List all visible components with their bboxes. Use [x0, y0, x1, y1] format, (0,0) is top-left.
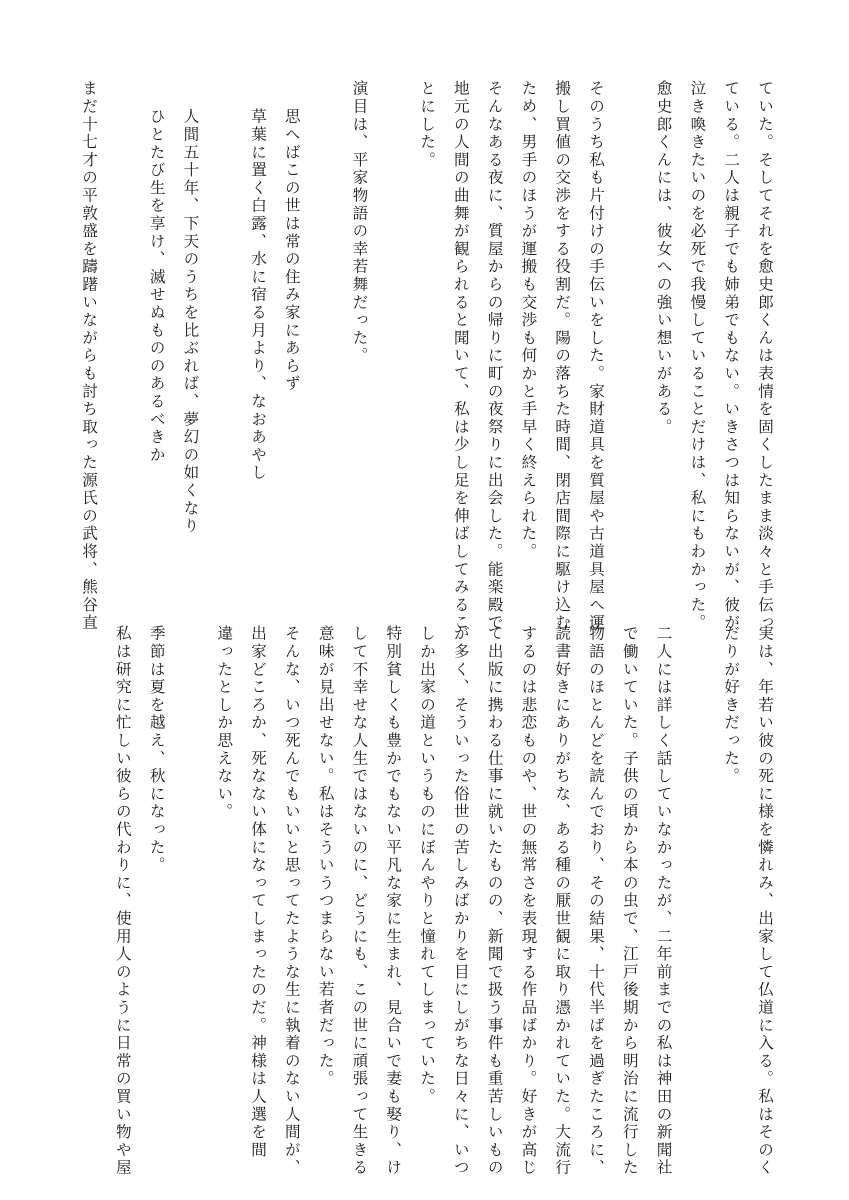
blank-line — [173, 625, 207, 1125]
text-line: ている。二人は親子でも姉弟でもない。いきさつは知らないが、彼が — [722, 80, 741, 632]
blank-line — [105, 80, 139, 580]
text-line: 違ったとしか思えない。 — [215, 625, 234, 821]
text-line: とにした。 — [418, 80, 437, 169]
text-line: が多く、そういった俗世の苦しみばかりを目にしがちな日々に、いつ — [451, 625, 470, 1177]
text-line: 愈史郎くんには、彼女への強い想いがある。 — [654, 80, 673, 436]
text-line: そんなある夜に、質屋からの帰りに町の夜祭りに出会した。能楽殿で — [485, 80, 504, 632]
text-line: 搬し買値の交渉をする役割だ。陽の落ちた時間、閉店間際に駆け込む — [553, 80, 572, 632]
blank-line — [375, 80, 409, 580]
text-line: まだ十七才の平敦盛を躊躇いながらも討ち取った源氏の武将、熊谷直 — [80, 80, 99, 632]
blank-line — [680, 625, 714, 1125]
poem-line: 思へばこの世は常の住み家にあらず — [282, 108, 301, 393]
text-line: するのは悲恋ものや、世の無常さを表現する作品ばかり。好きが高じ — [519, 625, 538, 1177]
text-line: ていた。そしてそれを愈史郎くんは表情を固くしたまま淡々と手伝っ — [756, 80, 774, 632]
text-line: ため、男手のほうが運搬も交渉も何かと手早く終えられた。 — [519, 80, 538, 561]
text-line: で働いていた。子供の頃から本の虫で、江戸後期から明治に流行した — [620, 625, 639, 1177]
text-line: しか出家の道というものにぼんやりと憧れてしまっていた。 — [418, 625, 437, 1106]
text-line: 物語のほとんどを読んでおり、その結果、十代半ばを過ぎたころに、 — [587, 625, 606, 1177]
text-line: だりが好きだった。 — [722, 625, 741, 786]
text-line: そのうち私も片付けの手伝いをした。家財道具を質屋や古道具屋へ運 — [587, 80, 606, 632]
text-line: 二人には詳しく話していなかったが、二年前までの私は神田の新聞社 — [654, 625, 673, 1177]
bottom-text-block — [101, 625, 781, 1177]
poem-line: ひとたび生を享け、滅せぬもののあるべきか — [147, 108, 166, 465]
text-line: 私は研究に忙しい彼らの代わりに、使用人のように日常の買い物や屋 — [113, 625, 132, 1177]
text-line: 特別貧しくも豊かでもない平凡な家に生まれ、見合いで妻も娶り、け — [384, 625, 403, 1177]
top-text-block — [80, 80, 781, 632]
blank-line — [206, 80, 240, 580]
poem-line: 草葉に置く白露、水に宿る月より、なおあやし — [249, 108, 268, 482]
blank-line — [308, 80, 342, 580]
text-line: 泣き喚きたいのを必死で我慢していることだけは、私にもわかった。 — [688, 80, 707, 632]
text-line: 実は、年若い彼の死に様を憐れみ、出家して仏道に入る。私はそのく — [756, 625, 774, 1177]
text-line: そんな、いつ死んでもいいと思ってたような生に執着のない人間が、 — [282, 625, 301, 1177]
text-line: 季節は夏を越え、秋になった。 — [147, 625, 166, 875]
text-line: 出家どころか、死なない体になってしまったのだ。神様は人選を間 — [249, 625, 268, 1159]
text-line: て出版に携わる仕事に就いたものの、新聞で扱う事件も重苦しいもの — [485, 625, 504, 1177]
text-line: 読書好きにありがちな、ある種の厭世観に取り憑かれていた。大流行 — [553, 625, 572, 1177]
blank-line — [612, 80, 646, 580]
text-line: 意味が見出せない。私はそういうつまらない若者だった。 — [316, 625, 335, 1088]
text-line: 演目は、平家物語の幸若舞だった。 — [350, 80, 369, 365]
poem-line: 人間五十年、下天のうちを比ぶれば、夢幻の如くなり — [181, 108, 200, 536]
text-line: して不幸せな人生ではないのに、どうにも、この世に頑張って生きる — [350, 625, 369, 1177]
text-line: 地元の人間の曲舞が観られると聞いて、私は少し足を伸ばしてみるこ — [451, 80, 470, 632]
